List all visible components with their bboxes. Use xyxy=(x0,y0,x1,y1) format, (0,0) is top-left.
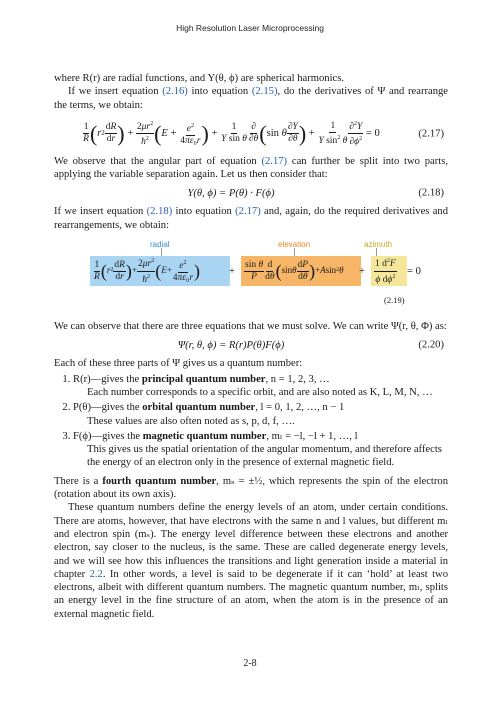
radial-label: radial xyxy=(150,240,170,250)
equation-number: (2.18) xyxy=(418,187,444,199)
text: F(ϕ)—gives the xyxy=(73,430,143,442)
text: There is a xyxy=(54,475,103,487)
running-header: High Resolution Laser Microprocessing xyxy=(176,23,324,33)
bold-term: fourth quantum number xyxy=(102,475,217,487)
text: These quantum numbers define the energy levels of an atom, under certain conditions. There are atoms, however, that have electrons with the same n and l values, but different mₗ and electron spin (mₛ). The energy level difference between these electrons and another electron, say closer to the nucleus, is the same. These are called degenerate energy levels, and we will see how this influences the transitions and light generation inside a material in chapter xyxy=(54,502,448,580)
equation-2-18 xyxy=(54,184,448,202)
text: , mₗ = −l, −l + 1, …, l xyxy=(266,430,358,442)
equation-body: Ψ(r, θ, ϕ) = R(r)P(θ)F(ϕ) xyxy=(177,339,285,351)
elevation-term: $\frac{\text{sin θ}}{P}$ $\frac{d}{d\theta}$ ( sin θ $\frac{dP}{d\theta}$ ) + A sin 2 θ xyxy=(241,256,361,286)
page-body xyxy=(54,72,448,621)
list-item-description: This gives us the spatial orientation of the angular momentum, and therefore affects the energy of an electron only in the presence of external magnetic field. xyxy=(87,444,442,469)
text: , l = 0, 1, 2, …, n − 1 xyxy=(255,402,345,414)
bold-term: orbital quantum number xyxy=(142,402,256,414)
equation-number: (2.19) xyxy=(384,295,405,306)
text: , mₛ = ±½, which represents the spin of the electron (rotation about its own axis). xyxy=(54,475,448,501)
bold-term: magnetic quantum number xyxy=(142,430,267,442)
list-item-description: These values are also often noted as s, p, d, f, …. xyxy=(87,415,295,427)
list-item xyxy=(73,430,448,470)
text: If we insert equation xyxy=(68,86,163,98)
equation-body: Y(θ, ϕ) = P(θ) · F(ϕ) xyxy=(187,187,275,199)
azimuth-tick xyxy=(376,248,377,256)
list-item xyxy=(73,373,448,400)
text: into equation xyxy=(172,206,236,218)
text: If we insert equation xyxy=(54,206,147,218)
paragraph-8 xyxy=(54,501,448,621)
quantum-number-list xyxy=(54,373,448,470)
radial-tick xyxy=(161,248,162,256)
elevation-label: elevation xyxy=(278,240,311,250)
equation-body: $\frac{1}{R}$ ( r 2 $\frac{dR}{dr}$ ) + $\frac{2\mu r^2}{ħ^2}$ ( E + $\frac{e^2}{\text{4πε₀r}}$ ) + $\frac{1}{\text{Y sin θ}}$ $\frac{\partial}{\partial\theta}$ ( sin θ $\frac{\partial Y}{\partial\theta}$ ) + $\frac{1}{Y \sin^2 \theta}$ $\frac{\partial^2Y}{\partial\phi^2}$ = 0 xyxy=(83,120,380,148)
paragraph-3 xyxy=(54,155,448,182)
azimuth-term: $\frac{1 d^2F}{\phi d\phi^2}$ xyxy=(371,256,407,286)
paragraph-1: where R(r) are radial functions, and Y(θ, ϕ) are spherical harmonics. xyxy=(54,73,344,84)
list-item xyxy=(73,401,448,428)
equation-2-20 xyxy=(54,336,448,354)
equation-ref[interactable]: (2.18) xyxy=(146,206,173,218)
equation-number: (2.17) xyxy=(418,128,444,140)
paragraph-7 xyxy=(54,475,448,502)
equation-ref[interactable]: (2.17) xyxy=(261,155,288,167)
text: , n = 1, 2, 3, … xyxy=(265,373,330,385)
equation-ref[interactable]: (2.16) xyxy=(162,86,188,98)
equation-2-17 xyxy=(54,116,448,152)
plus-sign: + xyxy=(229,266,235,278)
text: into equation xyxy=(187,86,252,98)
list-item-description: Each number corresponds to a specific orbit, and are also noted as K, L, M, N, … xyxy=(87,386,433,398)
text: We observe that the angular part of equation xyxy=(54,155,262,167)
math-fraction: $\frac{1}{R}$ xyxy=(83,122,89,145)
equation-number: (2.20) xyxy=(418,339,444,351)
paragraph-5: We can observe that there are three equations that we must solve. We can write Ψ(r, θ, Φ) as: xyxy=(54,321,447,333)
paragraph-2 xyxy=(54,85,448,112)
text: and, again, do the required derivatives and rearrangements, we obtain: xyxy=(54,206,448,231)
bold-term: principal quantum number xyxy=(141,373,266,385)
equals-zero: = 0 xyxy=(407,266,421,278)
text: , do the derivatives of Ψ and rearrange the terms, we obtain: xyxy=(54,86,448,111)
text: P(θ)—gives the xyxy=(73,402,143,414)
text: can further be split into two parts, applying the variable separation again. Let us then consider that: xyxy=(54,155,448,181)
chapter-ref[interactable]: 2.2 xyxy=(89,568,103,580)
page-number: 2-8 xyxy=(243,658,257,669)
radial-term: $\frac{1}{R}$ ( r 2 $\frac{dR}{dr}$ ) + $\frac{2\mu r^2}{ħ^2}$ ( E + $\frac{e^2}{\text{4πε₀r}}$ ) xyxy=(90,256,230,286)
equation-ref[interactable]: (2.17) xyxy=(235,206,261,218)
text: R(r)—gives the xyxy=(73,373,142,385)
text: . In other words, a level is said to be degenerate if it can ‘hold’ at least two electrons, albeit with different quantum numbers. The magnetic quantum number, mₗ, splits an energy level in the fine structure of an atom, when the atom is in the presence of an external magnetic field. xyxy=(54,568,448,620)
paragraph-4 xyxy=(54,205,448,232)
azimuth-label: azimuth xyxy=(364,240,393,250)
paragraph-6: Each of these three parts of Ψ gives us a quantum number: xyxy=(54,358,303,370)
color-coded-equation-2-19 xyxy=(54,238,448,314)
equation-ref[interactable]: (2.15) xyxy=(251,86,278,98)
plus-sign: + xyxy=(359,266,365,278)
elevation-tick xyxy=(294,248,295,256)
